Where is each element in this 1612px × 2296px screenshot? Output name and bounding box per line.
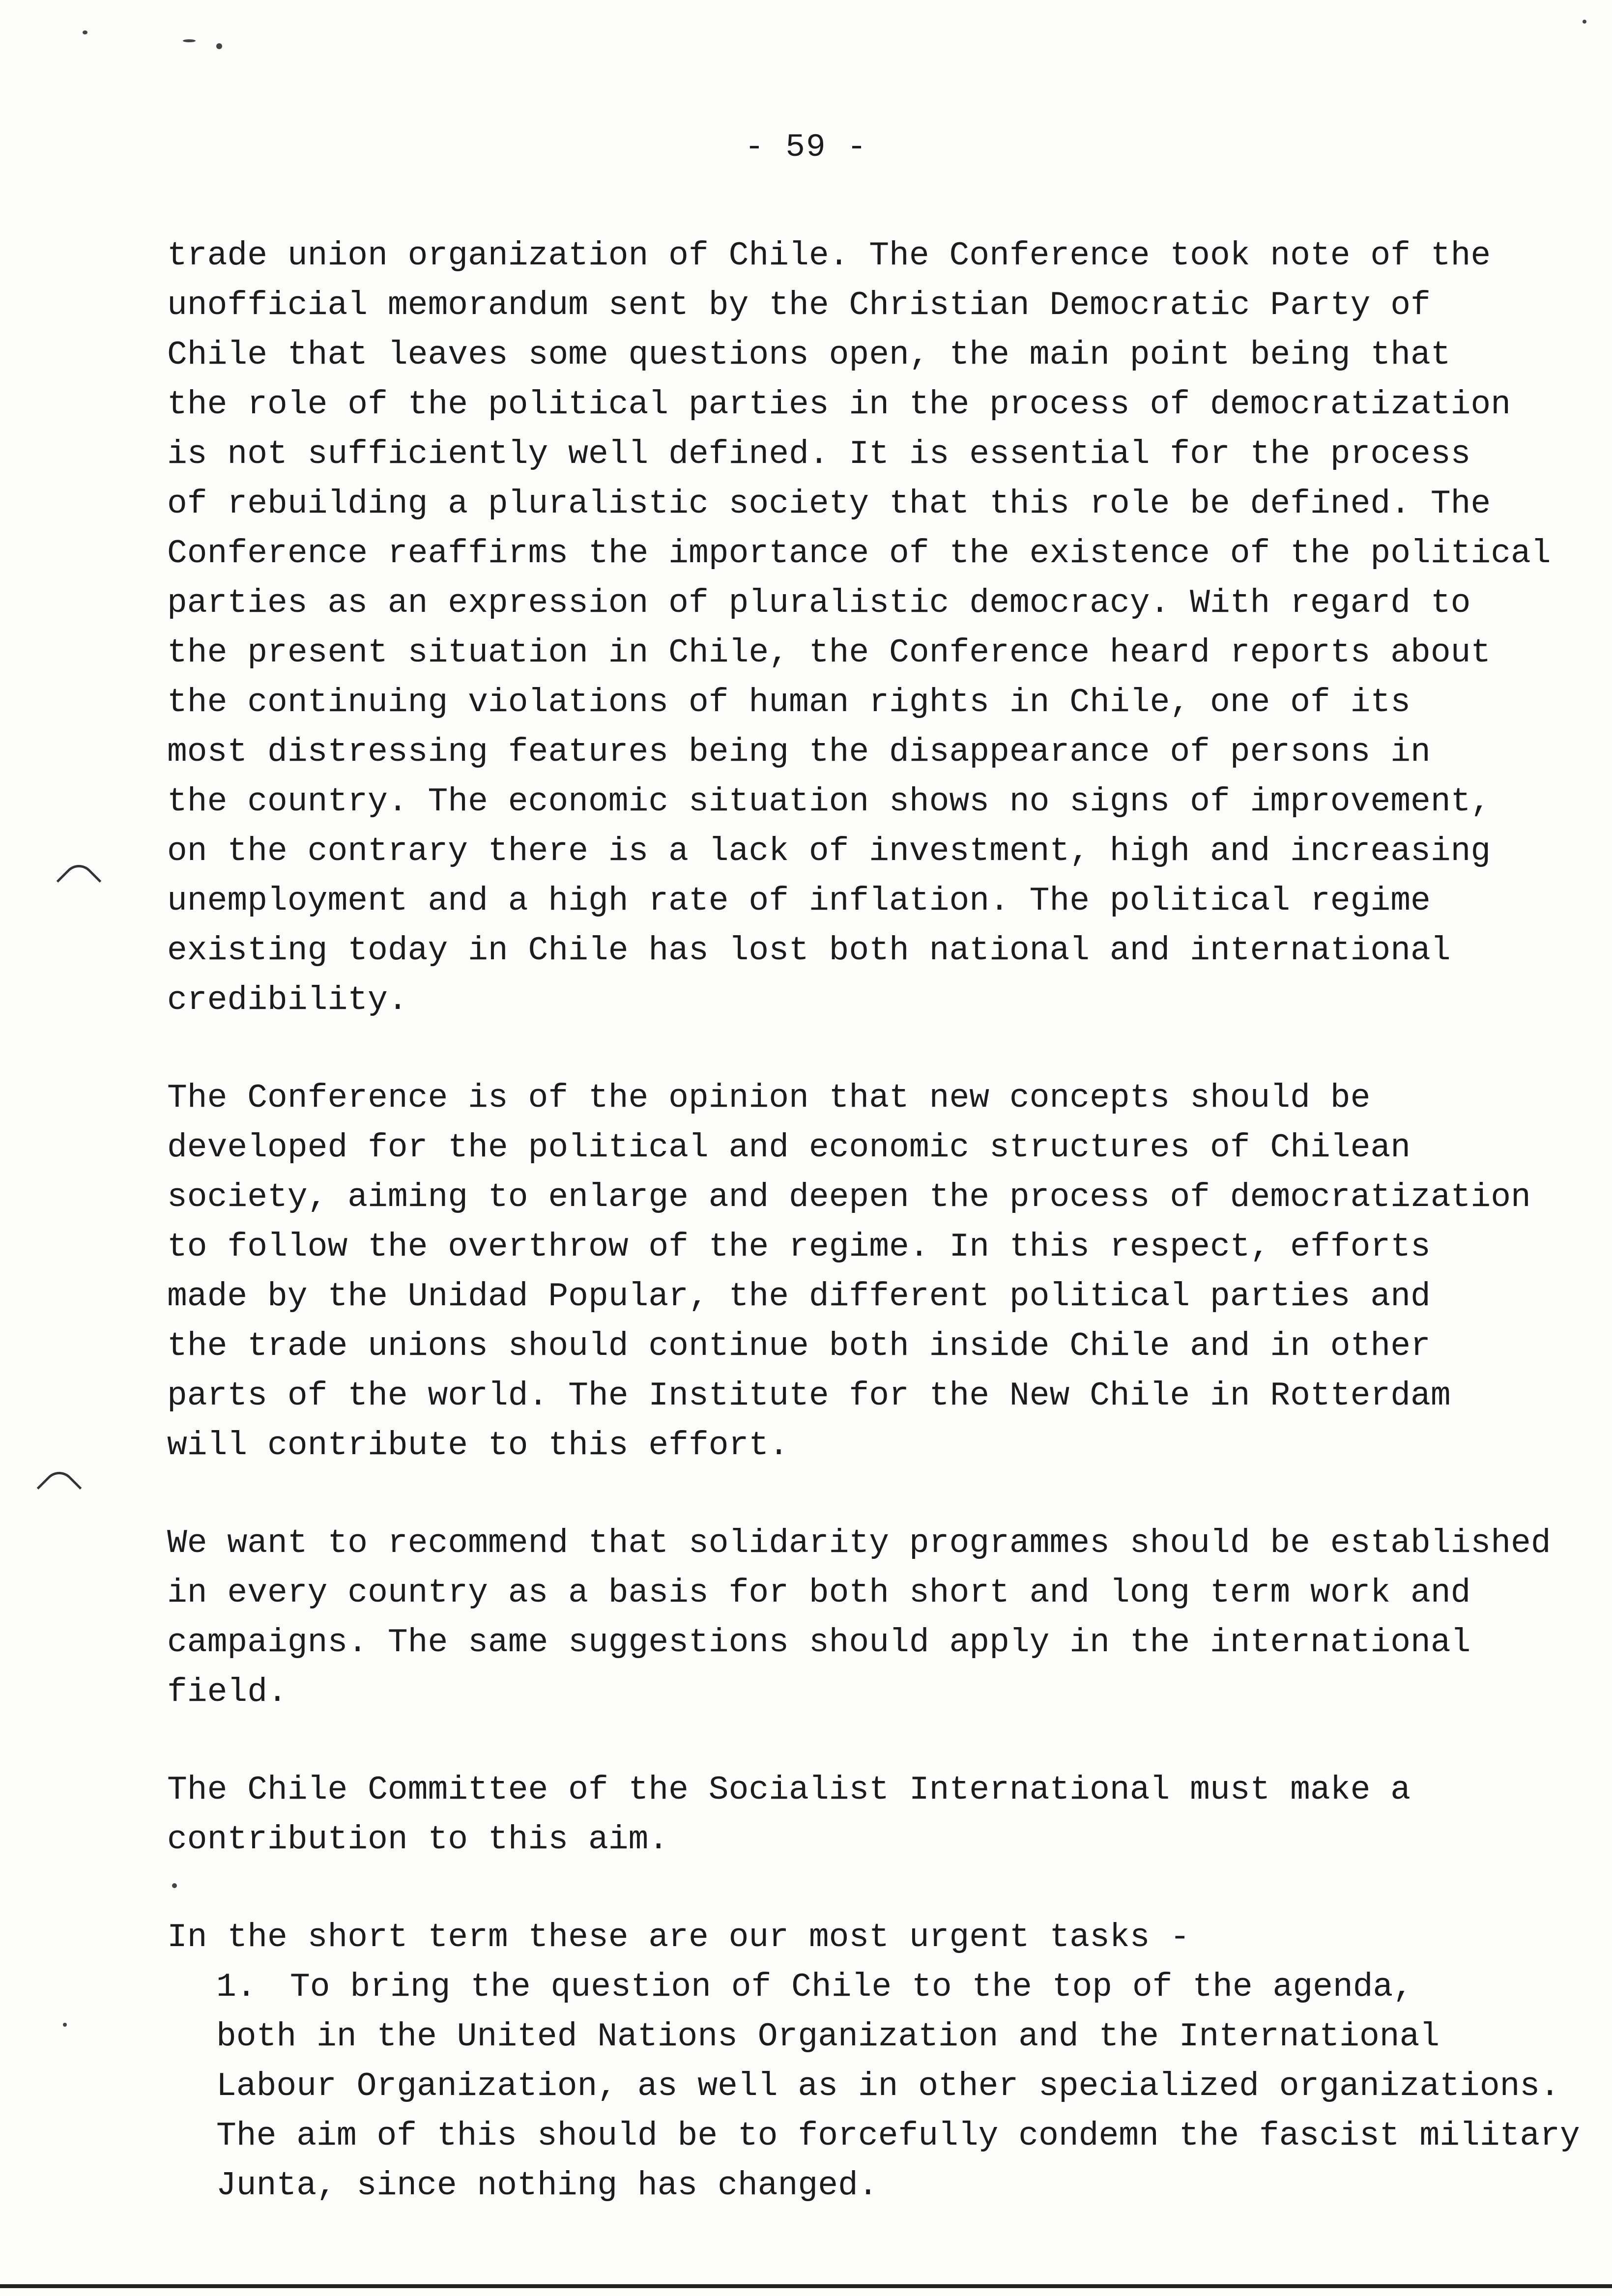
margin-hole-punch-mark (37, 1465, 82, 1511)
urgent-tasks-list (167, 1962, 1580, 2210)
text-line: developed for the political and economic structures of Chilean (167, 1129, 1411, 1167)
text-line: both in the United Nations Organization and the International (216, 2018, 1440, 2056)
text-line: The aim of this should be to forcefully condemn the fascist military (216, 2117, 1580, 2155)
list-item-text: To bring the question of Chile to the top of the agenda, (290, 1968, 1413, 2006)
paragraph-1 (167, 231, 1573, 1025)
text-line: Conference reaffirms the importance of the existence of the political (167, 535, 1551, 573)
text-line: the role of the political parties in the process of democratization (167, 386, 1511, 424)
document-body (167, 231, 1580, 2210)
text-line: unofficial memorandum sent by the Christian Democratic Party of (167, 287, 1431, 324)
text-line: In the short term these are our most urgent tasks - (167, 1919, 1190, 1956)
text-line: on the contrary there is a lack of investment, high and increasing (167, 832, 1491, 870)
text-line: parties as an expression of pluralistic democracy. With regard to (167, 584, 1471, 622)
list-item (216, 1962, 1580, 2210)
text-line: trade union organization of Chile. The Conference took note of the (167, 237, 1491, 275)
text-line: credibility. (167, 981, 408, 1019)
text-line: We want to recommend that solidarity programmes should be established (167, 1524, 1551, 1562)
text-line: made by the Unidad Popular, the different political parties and (167, 1278, 1431, 1316)
page-bottom-edge-line (0, 2284, 1612, 2288)
text-line: parts of the world. The Institute for the New Chile in Rotterdam (167, 1377, 1451, 1415)
scan-speck (83, 30, 87, 34)
text-line: the present situation in Chile, the Conference heard reports about (167, 634, 1491, 672)
scan-speck (216, 43, 222, 49)
paragraph-5-list-intro (167, 1913, 1573, 1962)
page-number: - 59 - (745, 129, 867, 166)
text-line: Chile that leaves some questions open, the main point being that (167, 336, 1451, 374)
scan-speck (183, 39, 196, 42)
text-line: The Chile Committee of the Socialist International must make a (167, 1771, 1411, 1809)
paragraph-4 (167, 1765, 1573, 1865)
text-line: in every country as a basis for both short and long term work and (167, 1574, 1471, 1612)
text-line: is not sufficiently well defined. It is essential for the process (167, 435, 1471, 473)
text-line: Labour Organization, as well as in other specialized organizations. (216, 2067, 1560, 2105)
paragraph-2 (167, 1073, 1573, 1470)
scan-speck (1583, 20, 1586, 24)
text-line: the continuing violations of human rights in Chile, one of its (167, 684, 1411, 721)
text-line (216, 1962, 1573, 2012)
text-line: field. (167, 1673, 288, 1711)
text-line: existing today in Chile has lost both national and international (167, 932, 1451, 970)
text-line: unemployment and a high rate of inflation. The political regime (167, 882, 1431, 920)
text-line: campaigns. The same suggestions should apply in the international (167, 1624, 1471, 1662)
paragraph-3 (167, 1519, 1573, 1717)
text-line: the country. The economic situation shows no signs of improvement, (167, 783, 1491, 821)
list-item-number: 1. (216, 1968, 257, 2006)
text-line: Junta, since nothing has changed. (216, 2167, 878, 2205)
text-line: contribution to this aim. (167, 1821, 669, 1859)
text-line: of rebuilding a pluralistic society that this role be defined. The (167, 485, 1491, 523)
margin-hole-punch-mark (57, 859, 102, 904)
text-line: the trade unions should continue both inside Chile and in other (167, 1327, 1431, 1365)
text-line: society, aiming to enlarge and deepen the process of democratization (167, 1178, 1531, 1216)
text-line: The Conference is of the opinion that new concepts should be (167, 1079, 1371, 1117)
text-line: most distressing features being the disappearance of persons in (167, 733, 1431, 771)
text-line: to follow the overthrow of the regime. In this respect, efforts (167, 1228, 1431, 1266)
scan-speck (63, 2023, 67, 2027)
text-line: will contribute to this effort. (167, 1427, 789, 1464)
